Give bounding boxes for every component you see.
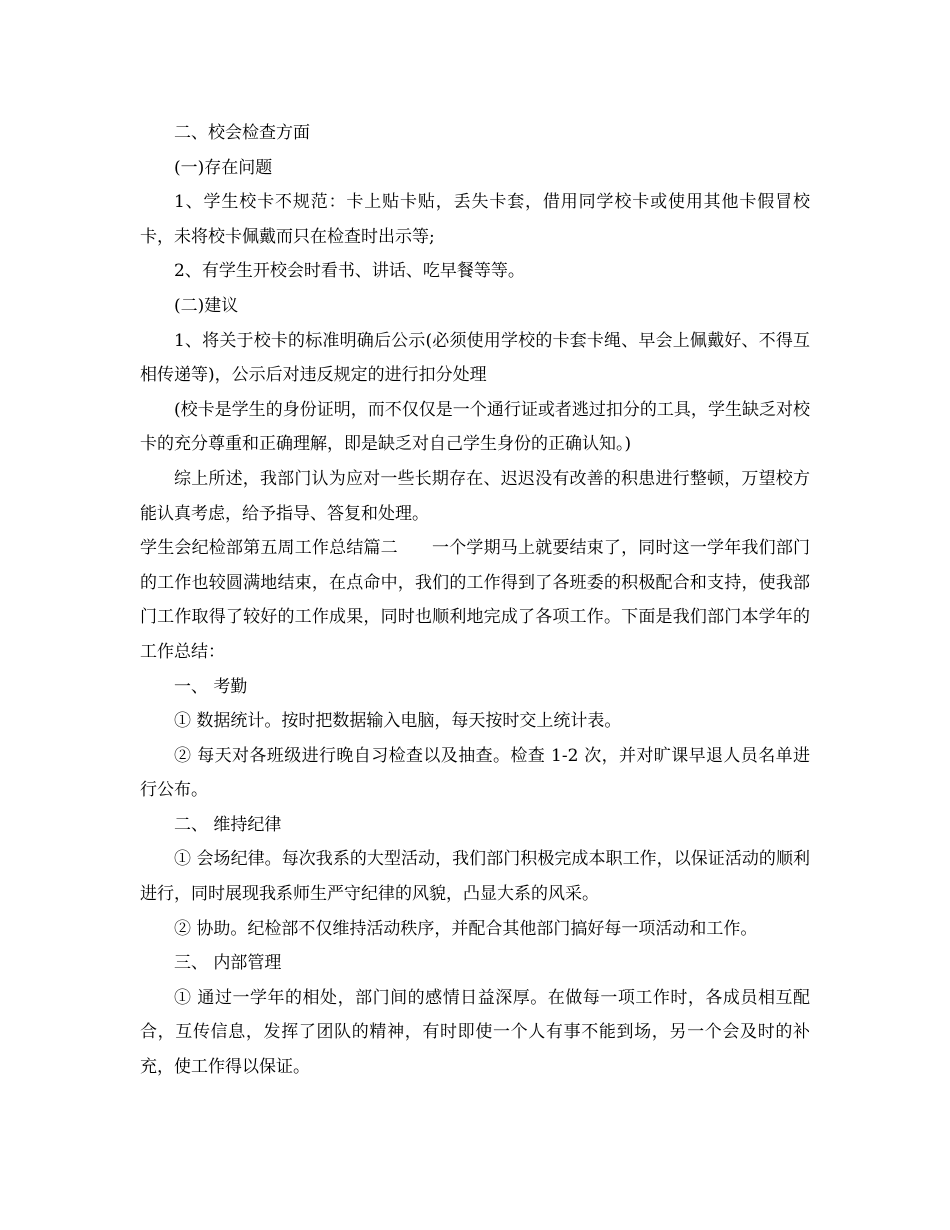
subheading-suggestions: (二)建议 xyxy=(174,295,239,316)
paragraph-attendance-2: ② 每天对各班级进行晚自习检查以及抽查。检查 1-2 次，并对旷课早退人员名单进行公布。 xyxy=(140,745,810,801)
paragraph-suggestion-note: (校卡是学生的身份证明，而不仅仅是一个通行证或者逃过扣分的工具，学生缺乏对校卡的充分尊重和正确理解，即是缺乏对自己学生身份的正确认知。) xyxy=(140,399,810,455)
paragraph-part-two-intro xyxy=(140,531,810,669)
paragraph-summary: 综上所述，我部门认为应对一些长期存在、迟迟没有改善的积患进行整顿，万望校方能认真考虑，给予指导、答复和处理。 xyxy=(140,468,810,524)
heading-school-meeting-inspection: 二、校会检查方面 xyxy=(174,123,310,143)
paragraph-discipline-2: ② 协助。纪检部不仅维持活动秩序，并配合其他部门搞好每一项活动和工作。 xyxy=(174,918,758,939)
paragraph-internal-management-1: ① 通过一学年的相处，部门间的感情日益深厚。在做每一项工作时，各成员相互配合，互传信息，发挥了团队的精神，有时即使一个人有事不能到场，另一个会及时的补充，使工作得以保证。 xyxy=(140,987,810,1078)
subheading-existing-problems: (一)存在问题 xyxy=(174,157,273,178)
part-two-title: 学生会纪检部第五周工作总结篇二 xyxy=(140,538,398,559)
paragraph-suggestion-1: 1、将关于校卡的标准明确后公示(必须使用学校的卡套卡绳、早会上佩戴好、不得互相传递等)，公示后对违反规定的进行扣分处理 xyxy=(140,330,810,386)
part-two-intro-text: 一个学期马上就要结束了，同时这一学年我们部门的工作也较圆满地结束，在点命中，我们的工作得到了各班委的积极配合和支持，使我部门工作取得了较好的工作成果，同时也顺利地完成了各项工作。下面是我们部门本学年的工作总结： xyxy=(140,538,811,662)
paragraph-problem-1: 1、学生校卡不规范：卡上贴卡贴，丢失卡套，借用同学校卡或使用其他卡假冒校卡，未将校卡佩戴而只在检查时出示等; xyxy=(140,192,810,247)
paragraph-discipline-1: ① 会场纪律。每次我系的大型活动，我们部门积极完成本职工作，以保证活动的顺利进行，同时展现我系师生严守纪律的风貌，凸显大系的风采。 xyxy=(140,849,810,905)
heading-attendance: 一、 考勤 xyxy=(174,676,248,697)
heading-internal-management: 三、 内部管理 xyxy=(174,953,282,974)
paragraph-attendance-1: ① 数据统计。按时把数据输入电脑，每天按时交上统计表。 xyxy=(174,711,622,732)
paragraph-problem-2: 2、有学生开校会时看书、讲话、吃早餐等等。 xyxy=(174,261,525,282)
heading-discipline: 二、 维持纪律 xyxy=(174,814,282,835)
